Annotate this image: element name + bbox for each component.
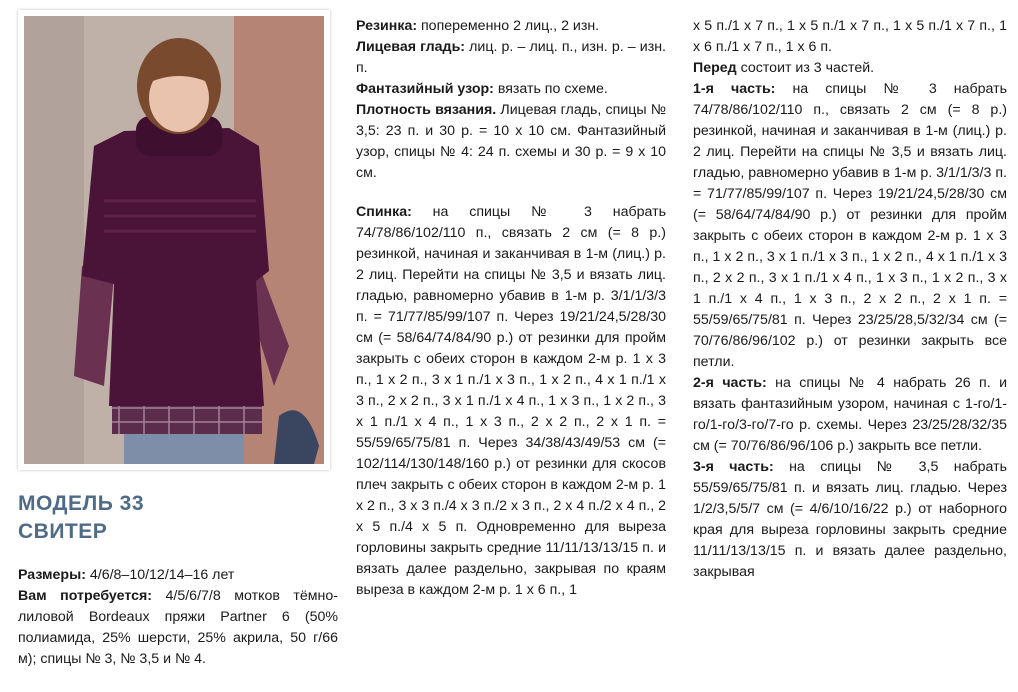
- front-label: Перед: [693, 60, 737, 76]
- garment-name: СВИТЕР: [18, 520, 108, 543]
- rib-text: попеременно 2 лиц., 2 изн.: [417, 18, 600, 34]
- instructions-column-right: [693, 16, 1007, 583]
- sizes-text: 4/6/8–10/12/14–16 лет: [85, 567, 235, 583]
- rib-label: Резинка:: [356, 18, 418, 34]
- part1-label: 1-я часть:: [693, 81, 776, 97]
- part2-text: на спицы № 4 набрать 26 п. и вязать фантазийным узором, начиная с 1-го/1-го/1-го/3-го/7-го р. схемы. Через 23/25/28/32/35 см (= 70/76/86/96/106 р.) закрыть все петли.: [693, 375, 1007, 454]
- gauge-paragraph: [356, 100, 666, 184]
- front-paragraph: [693, 58, 1007, 79]
- model-photo: [24, 16, 324, 464]
- sizes-label: Размеры:: [18, 567, 86, 583]
- part1-paragraph: [693, 79, 1007, 373]
- stockinette-paragraph: [356, 37, 666, 79]
- back-continuation: х 5 п./1 х 7 п., 1 х 5 п./1 х 7 п., 1 х 5 п./1 х 7 п., 1 х 6 п./1 х 7 п., 1 х 6 п.: [693, 18, 1007, 55]
- front-text: состоит из 3 частей.: [736, 60, 875, 76]
- gauge-text: Лицевая гладь, спицы № 3,5: 23 п. и 30 р. = 10 х 10 см. Фантазийный узор, спицы № 4: 24 п. схемы и 30 р. = 9 х 10 см.: [356, 102, 667, 181]
- part1-text: на спицы № 3 набрать 74/78/86/102/110 п., связать 2 см (= 8 р.) резинкой, начиная и заканчивая в 1-м (лиц.) р. 2 лиц. Перейти на спицы № 3,5 и вязать лиц. гладью, равномерно убавив в 1-м р. 3/1/1/3/3 п. = 71/77/85/99/107 п. Через 19/21/24,5/28/30 см (= 58/64/74/84/90 р.) от резинки для пройм закрыть с обеих сторон в каждом 2-м р. 1 х 3 п., 1 х 2 п., 3 х 1 п./1 х 3 п., 1 х 2 п., 4 х 1 п./1 х 3 п., 2 х 2 п., 3 х 1 п./1 х 4 п., 1 х 3 п., 1 х 2 п., 3 х 1 п./1 х 4 п., 1 х 3 п., 2 х 2 п., 2 х 1 п. = 55/59/65/75/81 п. Через 23/25/28,5/32/34 см (= 70/76/86/96/102 р.) от резинки закрыть все петли.: [693, 81, 1007, 370]
- back-paragraph: [356, 202, 666, 601]
- fancy-pattern-paragraph: [356, 79, 666, 100]
- materials-text: 4/5/6/7/8 мотков тёмно-лиловой Bordeaux пряжи Partner 6 (50% полиамида, 25% шерсти, 25% акрила, 50 г/66 м); спицы № 3, № 3,5 и № 4.: [18, 588, 338, 667]
- part2-label: 2-я часть:: [693, 375, 767, 391]
- materials-section: [18, 565, 338, 670]
- section-gap: [356, 184, 666, 202]
- rib-paragraph: [356, 16, 666, 37]
- model-title: [18, 490, 144, 546]
- part3-paragraph: [693, 457, 1007, 583]
- instructions-column-middle: [356, 16, 666, 601]
- materials-label: Вам потребуется:: [18, 588, 152, 604]
- sizes-paragraph: [18, 565, 338, 586]
- back-label: Спинка:: [356, 204, 412, 220]
- stockinette-label: Лицевая гладь:: [356, 39, 466, 55]
- part3-text: на спицы № 3,5 набрать 55/59/65/75/81 п. и вязать лиц. гладью. Через 1/2/3,5/5/7 см (= 4/6/10/16/22 р.) от наборного края для выреза горловины закрыть средние 11/11/13/13/15 п. и вязать далее раздельно, закрывая: [693, 459, 1007, 580]
- part3-label: 3-я часть:: [693, 459, 774, 475]
- stockinette-text: лиц. р. – лиц. п., изн. р. – изн. п.: [356, 39, 666, 76]
- gauge-label: Плотность вязания.: [356, 102, 497, 118]
- model-number: МОДЕЛЬ 33: [18, 492, 145, 515]
- model-photo-frame: [18, 10, 330, 470]
- part2-paragraph: [693, 373, 1007, 457]
- girl-in-sweater-illustration: [24, 16, 324, 464]
- back-text: на спицы № 3 набрать 74/78/86/102/110 п., связать 2 см (= 8 р.) резинкой, начиная и заканчивая в 1-м (лиц.) р. 2 лиц. Перейти на спицы № 3,5 и вязать лиц. гладью, равномерно убавив в 1-м р. 3/1/1/3/3 п. = 71/77/85/99/107 п. Через 19/21/24,5/28/30 см (= 58/64/74/84/90 р.) от резинки для пройм закрыть с обеих сторон в каждом 2-м р. 1 х 3 п., 1 х 2 п., 3 х 1 п./1 х 3 п., 1 х 2 п., 4 х 1 п./1 х 3 п., 2 х 2 п., 3 х 1 п./1 х 4 п., 1 х 3 п., 1 х 2 п., 3 х 1 п./1 х 4 п., 1 х 3 п., 2 х 2 п., 2 х 1 п. = 55/59/65/75/81 п. Через 34/38/43/49/53 см (= 102/114/130/148/160 р.) от резинки для скосов плеч закрыть с обеих сторон в каждом 2-м р. 1 х 2 п., 3 х 3 п./4 х 3 п./2 х 3 п., 2 х 4 п./2 х 4 п., 2 х 5 п./4 х 5 п. Одновременно для выреза горловины закрыть средние 11/11/13/13/15 п. и вязать далее раздельно, закрывая по краям выреза в каждом 2-м р. 1 х 6 п., 1: [356, 204, 666, 598]
- materials-paragraph: [18, 586, 338, 670]
- fancy-pattern-label: Фантазийный узор:: [356, 81, 494, 97]
- fancy-pattern-text: вязать по схеме.: [493, 81, 608, 97]
